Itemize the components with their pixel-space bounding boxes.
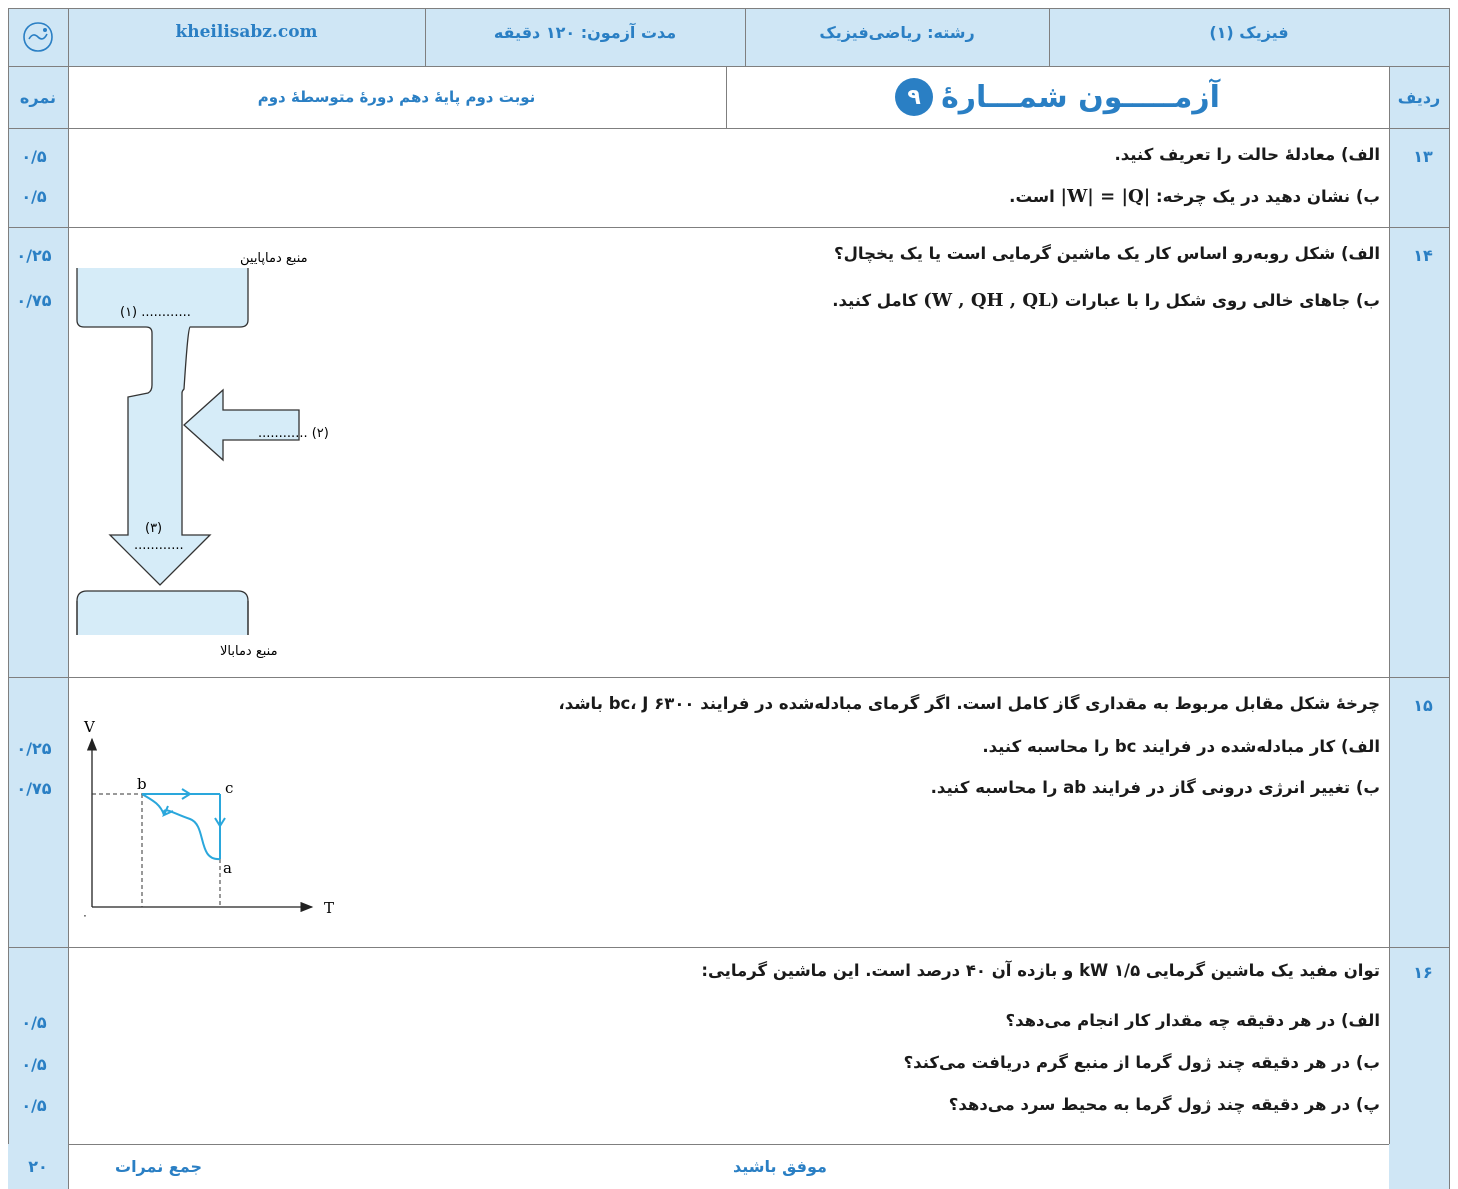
total-score: ۲۰ (28, 1157, 48, 1176)
exam-title (726, 66, 1389, 128)
q16-part-a: الف) در هر دقیقه چه مقدار کار انجام می‌دهد؟ (1005, 1011, 1380, 1030)
score-value: ۰/۷۵ (16, 291, 52, 310)
footer-row-cell (1389, 1144, 1449, 1189)
exam-duration: مدت آزمون: ۱۲۰ دقیقه (493, 22, 677, 42)
q15-part-b: ب) تغییر انرژی درونی گاز در فرایند ab را محاسبه کنید. (930, 778, 1380, 797)
score-col-label: نمره (19, 87, 57, 107)
exam-title-text: آزمـــــون شمـــارهٔ (941, 79, 1220, 115)
q14-part-b-after: کامل کنید. (832, 291, 918, 310)
q14-part-b (832, 290, 1380, 311)
x-axis-label: T (324, 899, 335, 917)
q14-part-a: الف) شکل روبه‌رو اساس کار یک ماشین گرمایی است یا یک یخچال؟ (834, 244, 1380, 263)
q13-formula: |W| = |Q| (1060, 186, 1151, 207)
score-value: ۰/۵ (21, 1055, 47, 1074)
score-value: ۰/۵ (21, 187, 47, 206)
q13-part-b-after: است. (1009, 187, 1055, 206)
row-column (1389, 128, 1449, 1144)
point-a-label: a (223, 859, 232, 877)
process-ab (142, 794, 220, 859)
score-value: ۰/۵ (21, 1096, 47, 1115)
good-luck: موفق باشید (733, 1157, 827, 1176)
question-number: ۱۴ (1413, 246, 1433, 265)
kheilisabz-logo-icon (21, 20, 55, 54)
q14-part-b-before: ب) جاهای خالی روی شکل را با عبارات (1064, 291, 1380, 310)
cold-reservoir-label: منبع دماپایین (240, 251, 308, 266)
q13-part-b (1009, 186, 1380, 207)
site-url[interactable]: kheilisabz.com (175, 22, 318, 42)
score-value: ۰/۲۵ (16, 739, 52, 758)
origin-label: ۰ (82, 909, 88, 922)
total-label: جمع نمرات (114, 1157, 202, 1176)
score-value: ۰/۵ (21, 147, 47, 166)
hot-reservoir-label: منبع دمابالا (220, 644, 278, 659)
exam-number: ۹ (907, 84, 921, 110)
score-column (8, 128, 68, 1144)
question-number: ۱۶ (1413, 963, 1433, 982)
input-arrow (184, 390, 299, 460)
subject-name: فیزیک (۱) (1209, 22, 1289, 42)
question-number: ۱۳ (1413, 147, 1433, 166)
q16-intro: توان مفید یک ماشین گرمایی kW ۱/۵ و بازده آن ۴۰ درصد است. این ماشین گرمایی: (701, 961, 1380, 980)
q16-part-c: پ) در هر دقیقه چند ژول گرما به محیط سرد می‌دهد؟ (948, 1095, 1380, 1114)
y-axis-label: V (84, 718, 95, 736)
question-number: ۱۵ (1413, 696, 1433, 715)
heat-flow-diagram (70, 235, 360, 670)
session-title: نوبت دوم پایهٔ دهم دورهٔ متوسطهٔ دوم (257, 88, 536, 106)
blank-1: (۱) ............ (120, 305, 191, 320)
score-value: ۰/۵ (21, 1013, 47, 1032)
point-b-label: b (137, 775, 147, 793)
row-col-label: ردیف (1397, 87, 1441, 107)
vt-graph (72, 715, 362, 930)
blank-3: (۳) (145, 521, 163, 536)
exam-number-badge (895, 78, 933, 116)
q13-part-b-before: ب) نشان دهید در یک چرخه: (1156, 187, 1380, 206)
q15-part-a: الف) کار مبادله‌شده در فرایند bc را محاسبه کنید. (982, 737, 1380, 756)
point-c-label: c (225, 779, 234, 797)
logo-cell (8, 8, 68, 66)
score-value: ۰/۷۵ (16, 779, 52, 798)
q13-part-a: الف) معادلهٔ حالت را تعریف کنید. (1114, 145, 1380, 164)
q15-intro: چرخهٔ شکل مقابل مربوط به مقداری گاز کامل است. اگر گرمای مبادله‌شده در فرایند bc، J ۶۳۰۰ باشد، (558, 694, 1380, 713)
score-value: ۰/۲۵ (16, 246, 52, 265)
q16-part-b: ب) در هر دقیقه چند ژول گرما از منبع گرم دریافت می‌کند؟ (903, 1053, 1380, 1072)
blank-3-dots: ............ (134, 538, 184, 553)
q14-formula: (W , QH , QL) (923, 290, 1060, 311)
blank-2: ............ (۲) (258, 426, 329, 441)
field-name: رشته: ریاضی‌فیزیک (819, 22, 975, 42)
